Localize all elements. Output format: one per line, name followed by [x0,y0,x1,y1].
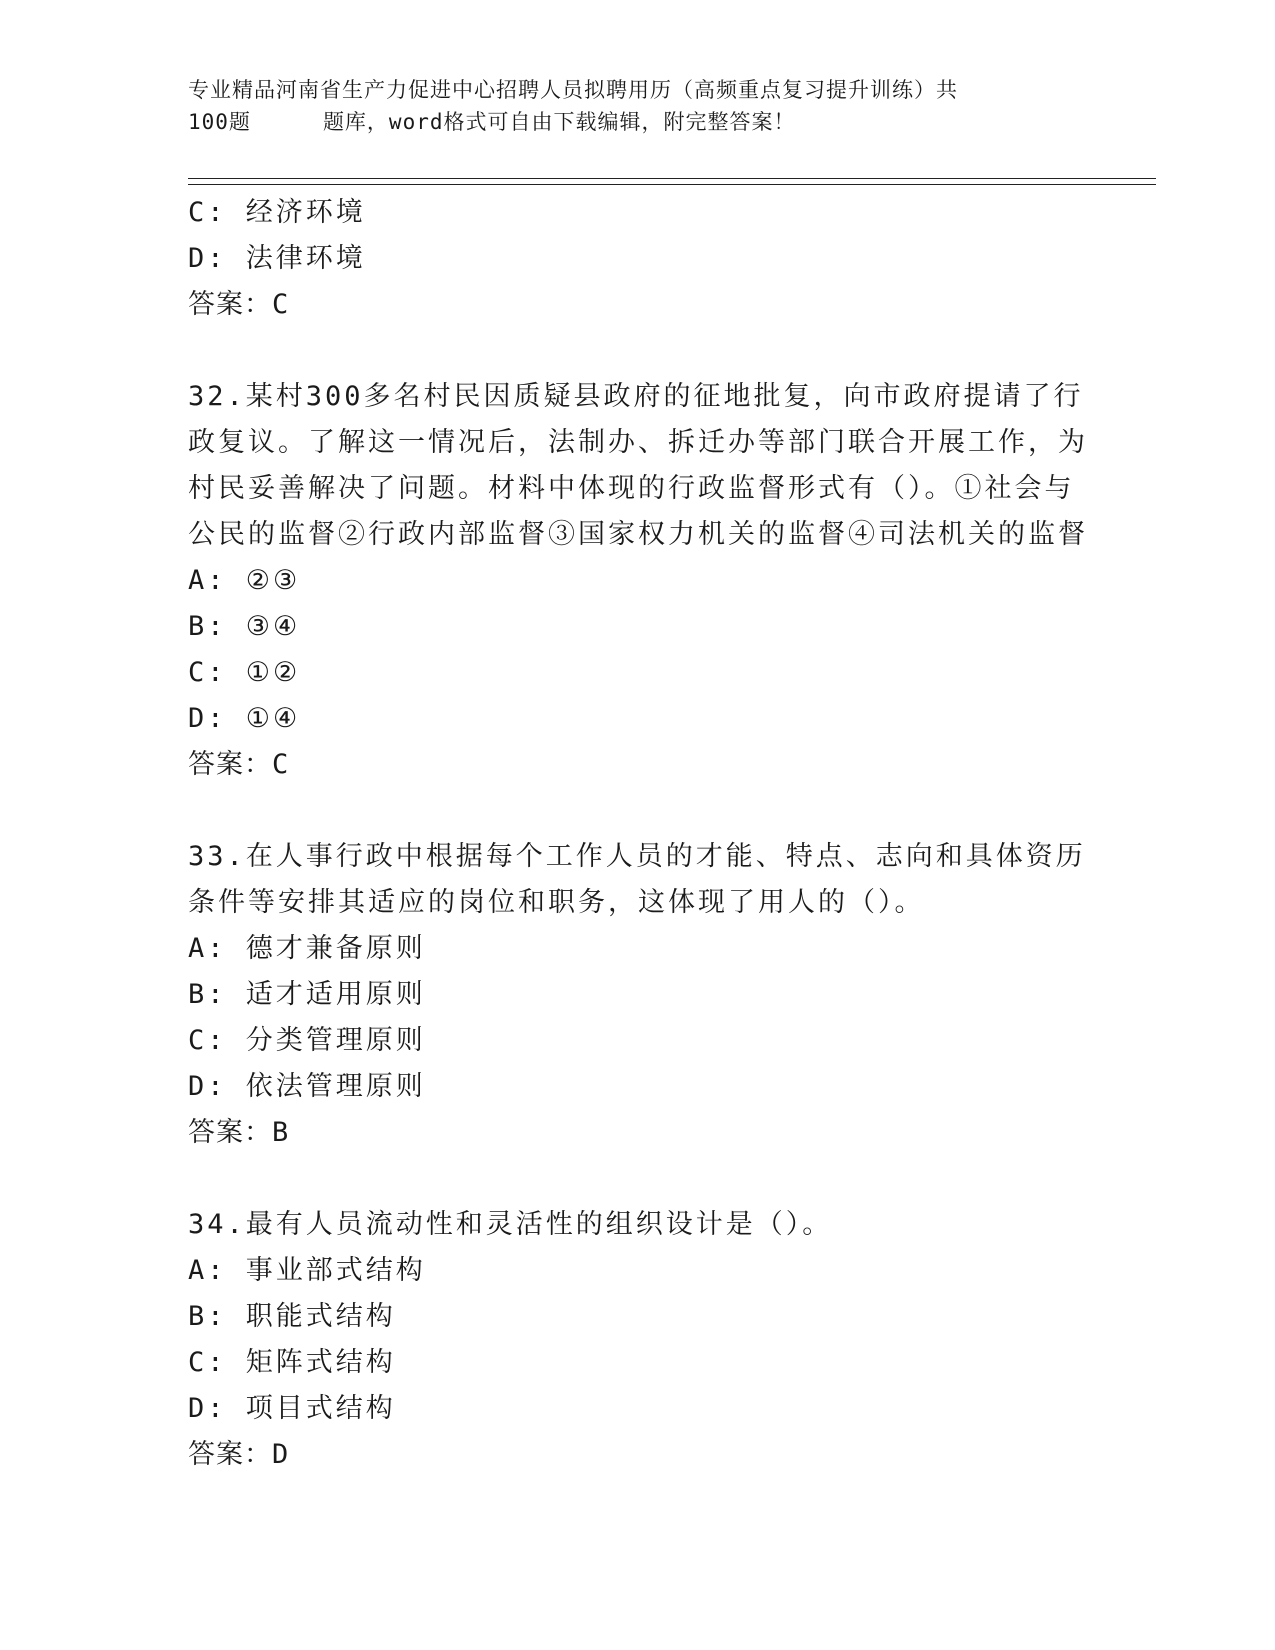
header-divider-bottom [188,184,1156,185]
header-divider-top [188,178,1156,179]
q32-option-b: B: ③④ [188,611,301,642]
q33-option-c: C: 分类管理原则 [188,1025,426,1056]
answer-label: 答案： [188,749,272,780]
q33-answer [188,1110,1088,1156]
q34-answer [188,1432,1088,1478]
answer-value: D [272,1439,290,1470]
q33-option-d: D: 依法管理原则 [188,1071,426,1102]
header-line-1: 专业精品河南省生产力促进中心招聘人员拟聘用历（高频重点复习提升训练）共 [188,78,958,102]
header-line-2 [188,106,1088,138]
q34-option-b: B: 职能式结构 [188,1301,396,1332]
q31-option-d: D: 法律环境 [188,243,366,274]
q32-text: 32.某村300多名村民因质疑县政府的征地批复，向市政府提请了行政复议。了解这一情况后，法制办、拆迁办等部门联合开展工作，为村民妥善解决了问题。材料中体现的行政监督形式有（）。①社会与公民的监督②行政内部监督③国家权力机关的监督④司法机关的监督 [188,381,1088,550]
header-description: 题库，word格式可自由下载编辑，附完整答案！ [322,110,796,134]
q32-option-c: C: ①② [188,657,301,688]
answer-label: 答案： [188,289,272,320]
q31-option-c: C: 经济环境 [188,197,366,228]
q34-option-d: D: 项目式结构 [188,1393,396,1424]
q32-answer [188,742,1088,788]
q32-option-a: A: ②③ [188,565,301,596]
q33-option-b: B: 适才适用原则 [188,979,426,1010]
answer-value: C [272,289,290,320]
q34-option-a: A: 事业部式结构 [188,1255,426,1286]
q32-option-d: D: ①④ [188,703,301,734]
answer-value: C [272,749,290,780]
q33-option-a: A: 德才兼备原则 [188,933,426,964]
q31-answer [188,282,1088,328]
q34-text: 34.最有人员流动性和灵活性的组织设计是（）。 [188,1209,833,1240]
q34-option-c: C: 矩阵式结构 [188,1347,396,1378]
answer-value: B [272,1117,290,1148]
question-list [188,190,1088,1478]
answer-label: 答案： [188,1117,272,1148]
header-count: 100题 [188,110,251,134]
q33-text: 33.在人事行政中根据每个工作人员的才能、特点、志向和具体资历条件等安排其适应的岗位和职务，这体现了用人的（）。 [188,841,1086,918]
answer-label: 答案： [188,1439,272,1470]
document-header [188,74,1088,138]
